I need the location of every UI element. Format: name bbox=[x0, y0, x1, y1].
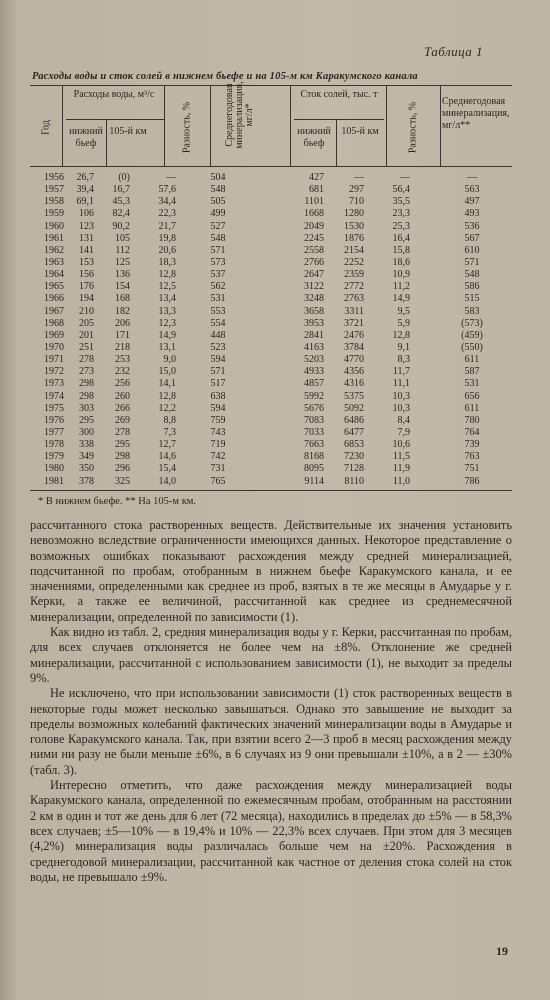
table-cell: 548 bbox=[464, 269, 480, 281]
col-divider-8 bbox=[440, 85, 441, 166]
table-cell: 1959 bbox=[44, 208, 64, 220]
table-cell: 8095 bbox=[304, 463, 324, 475]
table-cell: 780 bbox=[464, 414, 480, 426]
table-cell: 6477 bbox=[344, 426, 364, 438]
table-cell: 82,4 bbox=[112, 208, 130, 220]
table-cell: 1974 bbox=[44, 390, 64, 402]
table-cell: 303 bbox=[79, 402, 94, 414]
table-cell: 1957 bbox=[44, 184, 64, 196]
table-cell: (459) bbox=[461, 329, 483, 341]
table-cell: 10,3 bbox=[392, 402, 410, 414]
table-cell: 39,4 bbox=[76, 184, 94, 196]
paragraph-3: Не исключено, что при использовании зависимости (1) сток растворенных веществ в некоторые годы может несколько завышаться. Однако это завышение не выходит за пределы возможных колебаний фактических значений минерализации воды в Амударье и голове Каракумского канала. Так, при взятии всего 2—3 проб в месяц расхождения между ними ни разу не были меньше ±6%, в 6 случаях из 9 они превышали ±10%, а в 2 — ±30% (табл. 3). bbox=[30, 686, 512, 777]
table-cell: 5375 bbox=[344, 390, 364, 402]
table-cell: 13,4 bbox=[158, 293, 176, 305]
table-cell: 278 bbox=[115, 426, 130, 438]
table-cell: 325 bbox=[115, 475, 130, 487]
table-cell: 786 bbox=[464, 475, 480, 487]
table-cell: 9,0 bbox=[163, 354, 176, 366]
col-divider-4 bbox=[210, 85, 211, 166]
table-cell: 269 bbox=[115, 414, 130, 426]
table-cell: 201 bbox=[79, 329, 94, 341]
table-cell: 12,3 bbox=[158, 317, 176, 329]
table-cell: 2558 bbox=[304, 244, 324, 256]
table-row bbox=[30, 172, 512, 184]
table-cell: 15,0 bbox=[158, 366, 176, 378]
table-row bbox=[30, 257, 512, 269]
header-difference2: Разность, % bbox=[407, 101, 419, 154]
col-divider-6 bbox=[336, 119, 337, 166]
table-cell: 586 bbox=[464, 281, 480, 293]
header-discharge: Расходы воды, м³/с bbox=[73, 89, 155, 100]
table-cell: 2245 bbox=[304, 232, 324, 244]
table-cell: 171 bbox=[115, 329, 130, 341]
table-cell: 1980 bbox=[44, 463, 64, 475]
header-difference: Разность, % bbox=[181, 101, 193, 154]
paragraph-2: Как видно из табл. 2, средняя минерализация воды у г. Керки, рассчитанная по пробам, для всех случаев отклоняется не более чем на ±8%. Отклонение же средней минерализации, рассчитанной с использованием зависимости (1), не выходит за пределы 9%. bbox=[30, 625, 512, 685]
table-cell: 26,7 bbox=[76, 172, 94, 183]
table-cell: 567 bbox=[464, 232, 480, 244]
table-row bbox=[30, 354, 512, 366]
table-cell: 1981 bbox=[44, 475, 64, 487]
table-cell: 1976 bbox=[44, 414, 64, 426]
table-cell: 2359 bbox=[344, 269, 364, 281]
table-row bbox=[30, 221, 512, 233]
table-cell: 349 bbox=[79, 451, 94, 463]
table-row bbox=[30, 318, 512, 330]
table-cell: 251 bbox=[79, 341, 94, 353]
table-cell: 2476 bbox=[344, 329, 364, 341]
table-cell: 8168 bbox=[304, 451, 324, 463]
table-cell: 20,6 bbox=[158, 244, 176, 256]
table-row bbox=[30, 208, 512, 220]
table-cell: (573) bbox=[461, 317, 483, 329]
table-cell: 218 bbox=[115, 341, 130, 353]
table-cell: 731 bbox=[210, 463, 226, 475]
table-cell: 7,3 bbox=[163, 426, 176, 438]
table-cell: 7663 bbox=[304, 439, 324, 451]
table-row bbox=[30, 366, 512, 378]
table-cell: 504 bbox=[210, 172, 226, 183]
table-cell: 13,1 bbox=[158, 341, 176, 353]
table-cell: 69,1 bbox=[76, 196, 94, 208]
table-cell: 5092 bbox=[344, 402, 364, 414]
table-cell: 1970 bbox=[44, 341, 64, 353]
table-cell: 105 bbox=[115, 232, 130, 244]
table-cell: 14,0 bbox=[158, 475, 176, 487]
table-cell: 537 bbox=[210, 269, 226, 281]
table-cell: 10,9 bbox=[392, 269, 410, 281]
table-bottom-rule bbox=[30, 490, 512, 491]
table-cell: 7,9 bbox=[397, 426, 410, 438]
table-cell: 1966 bbox=[44, 293, 64, 305]
table-cell: 15,4 bbox=[158, 463, 176, 475]
salt-sub-rule bbox=[294, 119, 384, 120]
table-cell: 8,8 bbox=[163, 414, 176, 426]
table-cell: (550) bbox=[461, 341, 483, 353]
table-cell: 2647 bbox=[304, 269, 324, 281]
table-cell: 1964 bbox=[44, 269, 64, 281]
paragraph-1: рассчитанного стока растворенных веществ. Действительные их значения установить невозможно вследствие ограниченности имеющихся данных. Некоторое представление о возможных ошибках показывают расхождения между средней минерализацией, подсчитанной по пробам, отобранным в нижнем бьефе Каракумского канала, и ее значениями, определенными как среднее из проб, взятых в те же месяцы в Амударье у г. Керки, а также ее величиной, рассчитанной как среднее из среднемесячной минерализации, определенной по зависимости (1). bbox=[30, 518, 512, 624]
table-cell: 14,9 bbox=[158, 329, 176, 341]
table-cell: 517 bbox=[210, 378, 226, 390]
table-cell: 2252 bbox=[344, 256, 364, 268]
header-mineral-annual2: Среднегодовая минерализация, мг/л** bbox=[442, 96, 510, 131]
table-cell: 759 bbox=[210, 414, 226, 426]
header-bottom-rule bbox=[30, 166, 512, 167]
table-cell: 11,1 bbox=[392, 378, 410, 390]
table-cell: 7230 bbox=[344, 451, 364, 463]
table-cell: 6853 bbox=[344, 439, 364, 451]
table-cell: 4356 bbox=[344, 366, 364, 378]
table-cell: 1960 bbox=[44, 220, 64, 232]
table-cell: 205 bbox=[79, 317, 94, 329]
table-cell: 548 bbox=[210, 232, 226, 244]
table-cell: 15,8 bbox=[392, 244, 410, 256]
table-cell: 573 bbox=[210, 256, 226, 268]
table-row bbox=[30, 306, 512, 318]
table-cell: 12,2 bbox=[158, 402, 176, 414]
table-cell: 553 bbox=[210, 305, 226, 317]
table-cell: 2154 bbox=[344, 244, 364, 256]
table-cell: 14,6 bbox=[158, 451, 176, 463]
paragraph-4: Интересно отметить, что даже расхождения между минерализацией воды Каракумского канала, определенной по ежемесячным пробам, отобранным на расстоянии 2 км в один и тот же день для 6 лет (72 месяца), находились в пределах до ±5% — в 58,3% всех случаев; ±5—10% — в 19,4% и 10% — 22,3% всех случаев. При этом для 3 месяцев (4,2%) минерализация воды различалась больше чем на ±20%. Расхождения в среднегодовой минерализации, рассчитанной как частное от деления стока солей на сток воды, не превышало ±9%. bbox=[30, 778, 512, 884]
col-divider-5 bbox=[290, 85, 291, 166]
table-cell: 141 bbox=[79, 244, 94, 256]
table-cell: 12,8 bbox=[392, 329, 410, 341]
table-row bbox=[30, 463, 512, 475]
header-salt-runoff: Сток солей, тыс. т bbox=[300, 89, 378, 100]
table-cell: 1530 bbox=[344, 220, 364, 232]
table-cell: 1961 bbox=[44, 232, 64, 244]
table-cell: 571 bbox=[464, 256, 480, 268]
table-cell: 298 bbox=[115, 451, 130, 463]
table-cell: 751 bbox=[464, 463, 480, 475]
table-cell: 1968 bbox=[44, 317, 64, 329]
table-cell: 1978 bbox=[44, 439, 64, 451]
table-row bbox=[30, 184, 512, 196]
table-cell: 611 bbox=[464, 354, 480, 366]
table-cell: 295 bbox=[79, 414, 94, 426]
page-number: 19 bbox=[496, 944, 508, 958]
table-cell: 300 bbox=[79, 426, 94, 438]
table-cell: 182 bbox=[115, 305, 130, 317]
table-cell: 12,7 bbox=[158, 439, 176, 451]
table-cell: 123 bbox=[79, 220, 94, 232]
table-cell: 571 bbox=[210, 244, 226, 256]
table-cell: 1977 bbox=[44, 426, 64, 438]
table-cell: 1958 bbox=[44, 196, 64, 208]
table-cell: 523 bbox=[210, 341, 226, 353]
header-mineral-annual: Среднегодовая минерализация, мг/л* bbox=[224, 81, 255, 149]
table-cell: 587 bbox=[464, 366, 480, 378]
table-cell: 531 bbox=[464, 378, 480, 390]
table-row bbox=[30, 196, 512, 208]
table-cell: 16,4 bbox=[392, 232, 410, 244]
table-cell: 3784 bbox=[344, 341, 364, 353]
table-cell: 764 bbox=[464, 426, 480, 438]
table-cell: 1956 bbox=[44, 172, 64, 183]
table-cell: 90,2 bbox=[112, 220, 130, 232]
table-cell: 7033 bbox=[304, 426, 324, 438]
table-cell: 4770 bbox=[344, 354, 364, 366]
table-cell: 297 bbox=[349, 184, 364, 196]
table-cell: 5,9 bbox=[397, 317, 410, 329]
table-row bbox=[30, 330, 512, 342]
table-cell: 1101 bbox=[304, 196, 324, 208]
table-cell: 2841 bbox=[304, 329, 324, 341]
table-cell: 298 bbox=[79, 378, 94, 390]
table-cell: 125 bbox=[115, 256, 130, 268]
col-divider-3 bbox=[164, 85, 165, 166]
table-row bbox=[30, 427, 512, 439]
table-cell: 2766 bbox=[304, 256, 324, 268]
table-cell: 6486 bbox=[344, 414, 364, 426]
table-cell: 505 bbox=[210, 196, 226, 208]
table-cell: 1962 bbox=[44, 244, 64, 256]
table-cell: 2049 bbox=[304, 220, 324, 232]
table-cell: 497 bbox=[464, 196, 480, 208]
table-cell: 719 bbox=[210, 439, 226, 451]
header-year: Год bbox=[40, 120, 52, 135]
table-row bbox=[30, 245, 512, 257]
table-cell: 1971 bbox=[44, 354, 64, 366]
table-cell: 583 bbox=[464, 305, 480, 317]
table-cell: 1963 bbox=[44, 256, 64, 268]
table-cell: 743 bbox=[210, 426, 226, 438]
table-cell: 739 bbox=[464, 439, 480, 451]
table-cell: 527 bbox=[210, 220, 226, 232]
table-cell: 1969 bbox=[44, 329, 64, 341]
table-cell: 11,5 bbox=[392, 451, 410, 463]
table-cell: 554 bbox=[210, 317, 226, 329]
table-cell: 8,3 bbox=[397, 354, 410, 366]
table-row bbox=[30, 439, 512, 451]
table-cell: 2772 bbox=[344, 281, 364, 293]
table-cell: — bbox=[400, 172, 410, 183]
header-salt-105: 105-й км bbox=[341, 126, 379, 137]
table-cell: 131 bbox=[79, 232, 94, 244]
table-cell: 338 bbox=[79, 439, 94, 451]
table-cell: 14,9 bbox=[392, 293, 410, 305]
table-cell: 9,1 bbox=[397, 341, 410, 353]
table-cell: 1979 bbox=[44, 451, 64, 463]
table-cell: 742 bbox=[210, 451, 226, 463]
table-row bbox=[30, 342, 512, 354]
table-cell: 681 bbox=[309, 184, 324, 196]
table-cell: (0) bbox=[118, 172, 130, 183]
table-cell: 154 bbox=[115, 281, 130, 293]
table-cell: 12,5 bbox=[158, 281, 176, 293]
table-cell: 3311 bbox=[344, 305, 364, 317]
table-cell: 7128 bbox=[344, 463, 364, 475]
table-row bbox=[30, 233, 512, 245]
table-row bbox=[30, 378, 512, 390]
table-cell: 378 bbox=[79, 475, 94, 487]
table-cell: 656 bbox=[464, 390, 480, 402]
table-cell: 232 bbox=[115, 366, 130, 378]
table-cell: 8,4 bbox=[397, 414, 410, 426]
table-cell: 4163 bbox=[304, 341, 324, 353]
table-cell: 260 bbox=[115, 390, 130, 402]
table-cell: 594 bbox=[210, 402, 226, 414]
table-cell: 11,9 bbox=[392, 463, 410, 475]
table-cell: 35,5 bbox=[392, 196, 410, 208]
table-cell: 56,4 bbox=[392, 184, 410, 196]
table-row bbox=[30, 281, 512, 293]
table-cell: 295 bbox=[115, 439, 130, 451]
table-cell: 1965 bbox=[44, 281, 64, 293]
table-cell: 638 bbox=[210, 390, 226, 402]
table-cell: 1975 bbox=[44, 402, 64, 414]
table-cell: — bbox=[354, 172, 364, 183]
table-cell: — bbox=[166, 172, 176, 183]
table-cell: 12,8 bbox=[158, 390, 176, 402]
table-cell: 256 bbox=[115, 378, 130, 390]
table-cell: 571 bbox=[210, 366, 226, 378]
table-cell: 273 bbox=[79, 366, 94, 378]
table-cell: 1668 bbox=[304, 208, 324, 220]
table-cell: 610 bbox=[464, 244, 480, 256]
table-cell: 1973 bbox=[44, 378, 64, 390]
table-cell: 563 bbox=[464, 184, 480, 196]
body-text bbox=[30, 518, 512, 885]
table-row bbox=[30, 476, 512, 488]
table-cell: 611 bbox=[464, 402, 480, 414]
col-divider-1 bbox=[62, 85, 63, 166]
table-cell: 536 bbox=[464, 220, 480, 232]
table-cell: 1876 bbox=[344, 232, 364, 244]
table-cell: 765 bbox=[210, 475, 226, 487]
table-cell: 9,5 bbox=[397, 305, 410, 317]
table-cell: 8110 bbox=[344, 475, 364, 487]
table-cell: 9114 bbox=[304, 475, 324, 487]
table-cell: 18,6 bbox=[392, 256, 410, 268]
table-cell: 153 bbox=[79, 256, 94, 268]
table-cell: 2763 bbox=[344, 293, 364, 305]
header-discharge-105: 105-й км bbox=[109, 126, 147, 137]
table-cell: 156 bbox=[79, 269, 94, 281]
table-cell: 206 bbox=[115, 317, 130, 329]
table-cell: 25,3 bbox=[392, 220, 410, 232]
table-cell: 4316 bbox=[344, 378, 364, 390]
table-cell: 10,3 bbox=[392, 390, 410, 402]
header-discharge-lower: нижний бьеф bbox=[69, 126, 103, 149]
table-cell: 1280 bbox=[344, 208, 364, 220]
table-cell: 531 bbox=[210, 293, 226, 305]
table-cell: 23,3 bbox=[392, 208, 410, 220]
table-cell: 5676 bbox=[304, 402, 324, 414]
table-cell: 22,3 bbox=[158, 208, 176, 220]
table-cell: 45,3 bbox=[112, 196, 130, 208]
table-cell: 5203 bbox=[304, 354, 324, 366]
table-cell: 763 bbox=[464, 451, 480, 463]
table-number: Таблица 1 bbox=[424, 44, 484, 59]
table-cell: 3953 bbox=[304, 317, 324, 329]
table-cell: 210 bbox=[79, 305, 94, 317]
table-cell: 34,4 bbox=[158, 196, 176, 208]
table-cell: 298 bbox=[79, 390, 94, 402]
table-cell: 18,3 bbox=[158, 256, 176, 268]
table-cell: 562 bbox=[210, 281, 226, 293]
table-row bbox=[30, 403, 512, 415]
table-title: Расходы воды и сток солей в нижнем бьефе и на 105-м км Каракумского канала bbox=[32, 71, 418, 82]
table-cell: 57,6 bbox=[158, 184, 176, 196]
table-cell: — bbox=[467, 172, 477, 183]
table-cell: 112 bbox=[115, 244, 130, 256]
table-cell: 136 bbox=[115, 269, 130, 281]
table-cell: 3658 bbox=[304, 305, 324, 317]
col-divider-2 bbox=[106, 119, 107, 166]
table-cell: 350 bbox=[79, 463, 94, 475]
table-cell: 448 bbox=[210, 329, 226, 341]
table-cell: 493 bbox=[464, 208, 480, 220]
table-row bbox=[30, 451, 512, 463]
table-cell: 710 bbox=[349, 196, 364, 208]
table-cell: 11,7 bbox=[392, 366, 410, 378]
table-cell: 3721 bbox=[344, 317, 364, 329]
table-cell: 3248 bbox=[304, 293, 324, 305]
table-cell: 499 bbox=[210, 208, 226, 220]
table-cell: 19,8 bbox=[158, 232, 176, 244]
table-cell: 3122 bbox=[304, 281, 324, 293]
table-cell: 106 bbox=[79, 208, 94, 220]
table-cell: 168 bbox=[115, 293, 130, 305]
table-cell: 10,6 bbox=[392, 439, 410, 451]
table-row bbox=[30, 391, 512, 403]
table-cell: 176 bbox=[79, 281, 94, 293]
table-cell: 12,8 bbox=[158, 269, 176, 281]
table-row bbox=[30, 269, 512, 281]
table-cell: 13,3 bbox=[158, 305, 176, 317]
table-cell: 4857 bbox=[304, 378, 324, 390]
col-divider-7 bbox=[386, 85, 387, 166]
table-cell: 4933 bbox=[304, 366, 324, 378]
table-cell: 427 bbox=[309, 172, 324, 183]
table-cell: 194 bbox=[79, 293, 94, 305]
table-cell: 11,0 bbox=[392, 475, 410, 487]
table-footnote: * В нижнем бьефе. ** На 105-м км. bbox=[38, 496, 197, 507]
table-cell: 14,1 bbox=[158, 378, 176, 390]
table-cell: 21,7 bbox=[158, 220, 176, 232]
table-cell: 548 bbox=[210, 184, 226, 196]
table-cell: 5992 bbox=[304, 390, 324, 402]
table-cell: 594 bbox=[210, 354, 226, 366]
table-cell: 515 bbox=[464, 293, 480, 305]
table-cell: 253 bbox=[115, 354, 130, 366]
table-cell: 16,7 bbox=[112, 184, 130, 196]
table-row bbox=[30, 293, 512, 305]
header-salt-lower: нижний бьеф bbox=[297, 126, 331, 149]
table-cell: 7083 bbox=[304, 414, 324, 426]
table-cell: 278 bbox=[79, 354, 94, 366]
discharge-sub-rule bbox=[66, 119, 164, 120]
table-cell: 266 bbox=[115, 402, 130, 414]
table-cell: 1967 bbox=[44, 305, 64, 317]
table-cell: 1972 bbox=[44, 366, 64, 378]
table-cell: 11,2 bbox=[392, 281, 410, 293]
table-row bbox=[30, 415, 512, 427]
table-cell: 296 bbox=[115, 463, 130, 475]
table-body bbox=[30, 172, 512, 488]
